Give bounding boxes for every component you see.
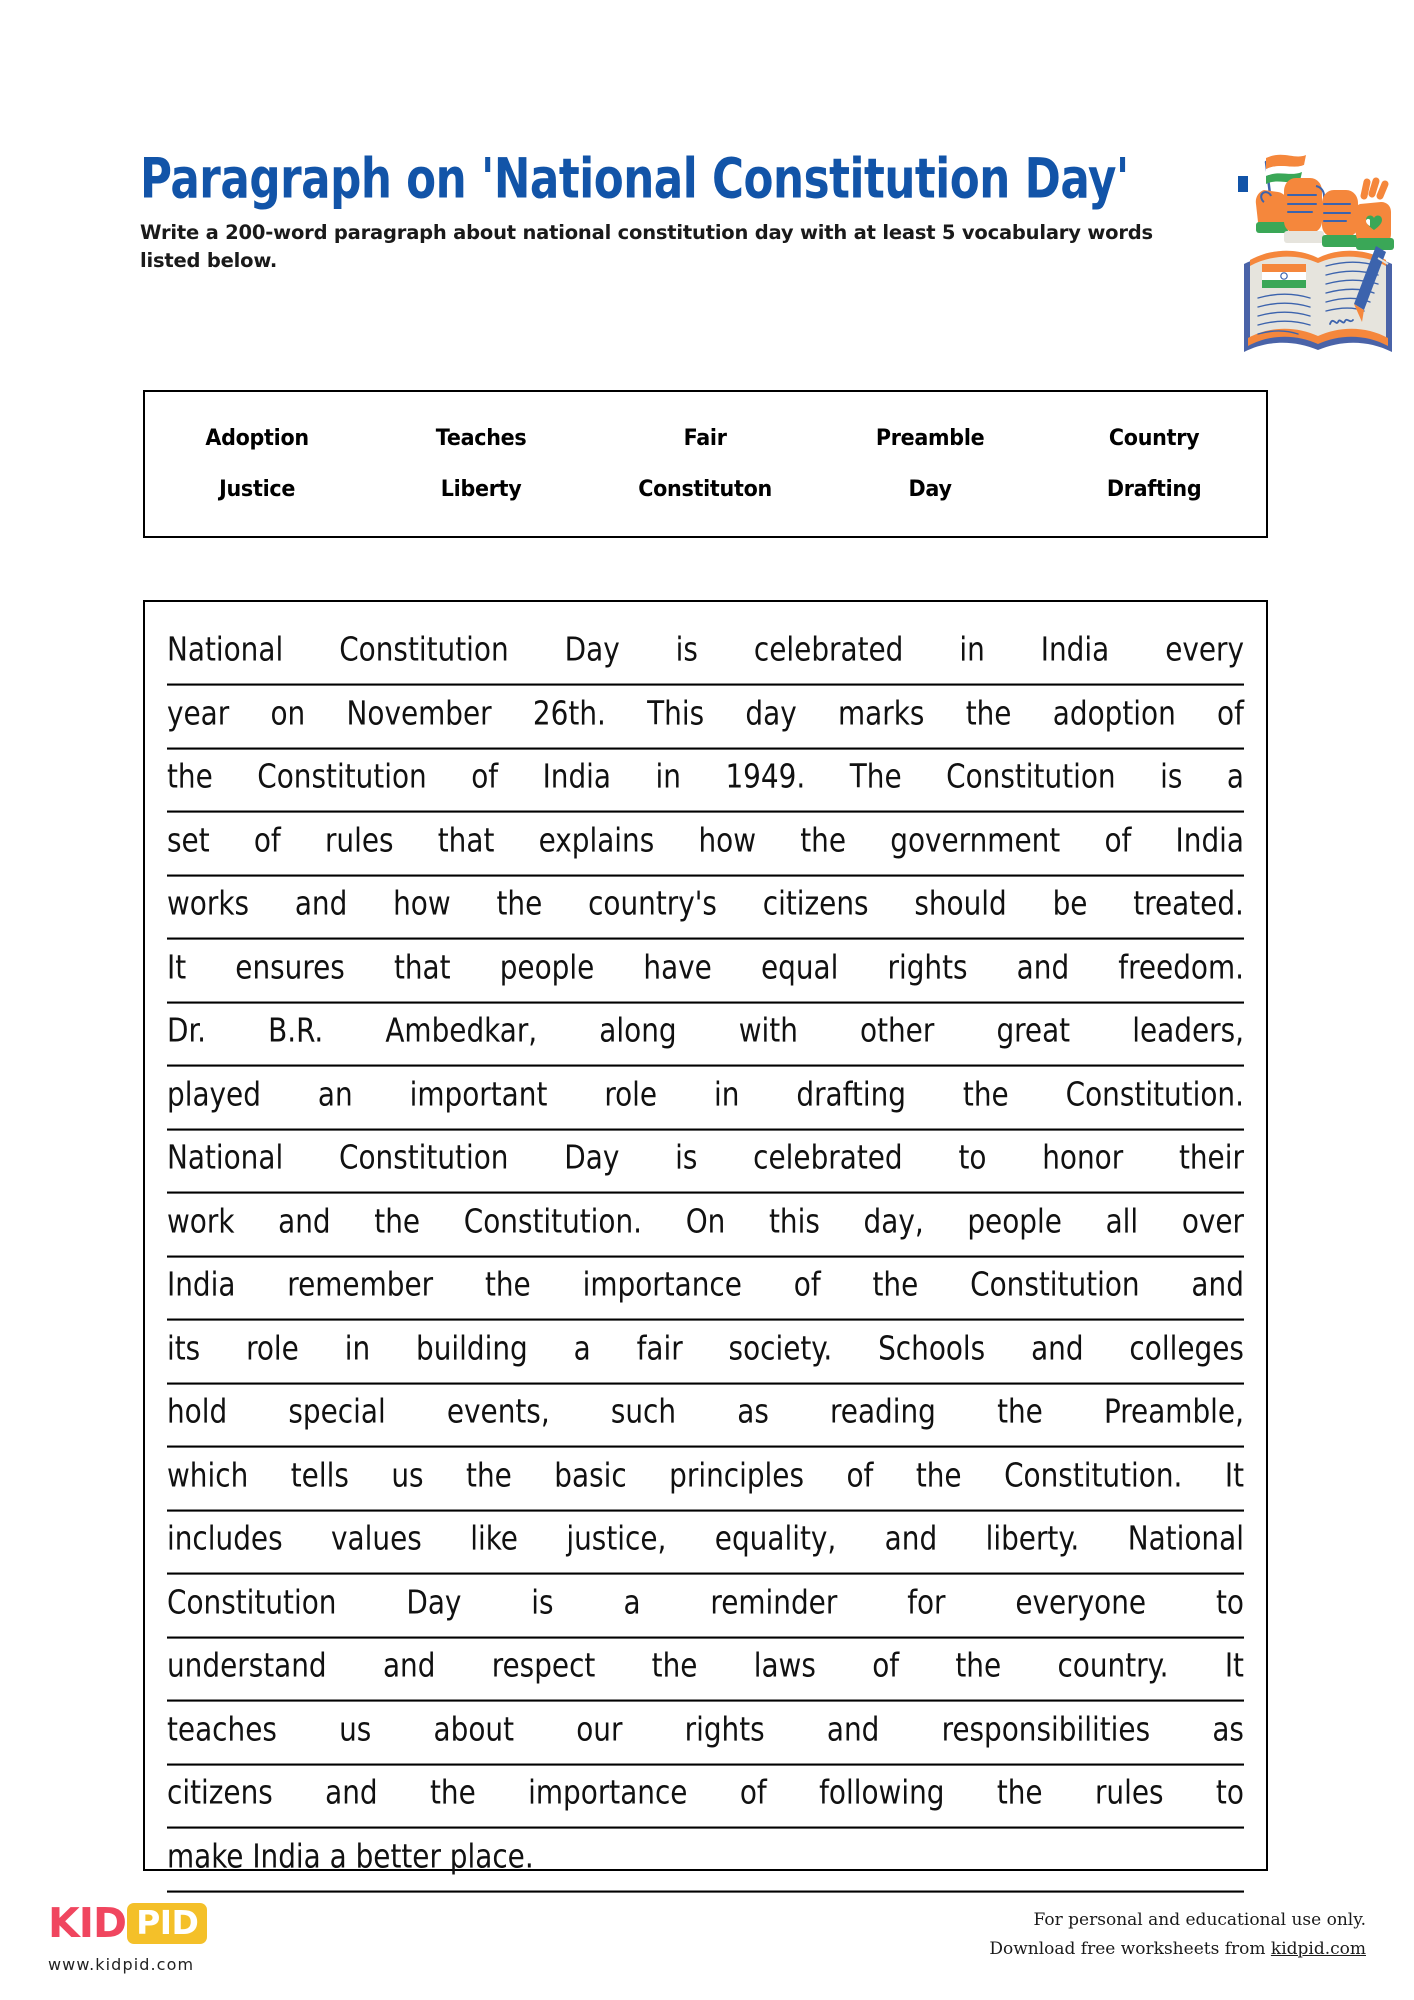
answer-word: about (433, 1710, 514, 1749)
answer-word: principles (669, 1456, 804, 1495)
answer-word: the (965, 694, 1012, 733)
answer-word: and (382, 1647, 436, 1685)
vocabulary-word: Day (908, 477, 952, 502)
answer-word: responsibilities (941, 1710, 1151, 1749)
answer-word: is (531, 1583, 554, 1622)
answer-word: played (167, 1075, 261, 1114)
footer-notice-line-2 (989, 1935, 1366, 1964)
footer-usage-notice (989, 1906, 1366, 1964)
answer-word: make India a better place. (167, 1837, 534, 1876)
footer-notice-line-1: For personal and educational use only. (1033, 1910, 1366, 1930)
answer-word: set (167, 821, 210, 860)
vocabulary-word: Country (1108, 426, 1200, 451)
answer-word: should (914, 885, 1007, 923)
answer-word: Constitution (167, 1583, 337, 1622)
answer-word: work (167, 1202, 235, 1241)
answer-word: equal (760, 948, 839, 987)
answer-word: B.R. (268, 1012, 324, 1050)
answer-word: a (1226, 758, 1244, 796)
answer-word: in (959, 631, 985, 669)
answer-line (167, 1253, 1244, 1320)
answer-word: of (253, 821, 281, 860)
answer-word: Dr. (167, 1012, 206, 1050)
answer-word: an (317, 1075, 353, 1114)
answer-word: Day (564, 1139, 620, 1177)
answer-word: the (955, 1647, 1002, 1685)
answer-word: treated. (1133, 885, 1244, 923)
answer-line (167, 1317, 1244, 1384)
answer-word: all (1105, 1202, 1139, 1241)
answer-word: our (576, 1710, 623, 1749)
answer-word: 26th. (532, 694, 606, 733)
answer-word: the (651, 1647, 698, 1685)
answer-word: This (647, 694, 705, 733)
answer-line (167, 1571, 1244, 1638)
answer-word: every (1165, 631, 1244, 669)
answer-word: on (270, 694, 306, 733)
answer-word: to (958, 1139, 987, 1177)
footer-notice-prefix: Download free worksheets from (989, 1939, 1271, 1960)
logo-kid-text: KID (48, 1898, 127, 1947)
answer-line (167, 936, 1244, 1003)
answer-word: freedom. (1118, 948, 1244, 987)
answer-word: basic (554, 1456, 627, 1495)
answer-word: government (890, 821, 1061, 860)
answer-word: as (737, 1393, 769, 1431)
answer-word: role (246, 1329, 299, 1368)
answer-word: rules (1094, 1774, 1164, 1812)
answer-word: respect (491, 1647, 596, 1685)
answer-word: building (416, 1329, 528, 1368)
logo-pid-badge: PID (127, 1903, 207, 1944)
answer-word: hold (167, 1393, 228, 1431)
answer-word: Schools (878, 1329, 986, 1368)
answer-word: with (738, 1012, 798, 1050)
answer-word: works (167, 885, 250, 923)
answer-word: how (393, 885, 451, 923)
answer-word: India (167, 1266, 236, 1304)
answer-word: as (1212, 1710, 1244, 1749)
answer-line (167, 682, 1244, 749)
book-with-raised-fists-and-indian-flag-icon (1238, 138, 1398, 360)
answer-word: of (872, 1647, 900, 1685)
answer-word: the (466, 1456, 512, 1495)
vocabulary-word: Preamble (875, 426, 984, 451)
answer-word: The (849, 758, 902, 796)
answer-word: On (685, 1202, 726, 1241)
answer-word: for (907, 1583, 946, 1622)
answer-word: rights (887, 948, 968, 987)
answer-word: the (167, 758, 213, 796)
answer-word: is (1160, 758, 1183, 796)
answer-word: and (278, 1202, 331, 1241)
answer-line (167, 745, 1244, 812)
answer-text-lines (167, 620, 1244, 1890)
answer-word: It (167, 948, 187, 987)
answer-word: country. (1057, 1647, 1169, 1685)
answer-word: equality, (714, 1520, 837, 1558)
answer-word: Constitution. (463, 1202, 643, 1241)
answer-word: the (429, 1774, 476, 1812)
logo-mark (48, 1898, 268, 1948)
answer-word: Constitution (257, 758, 427, 796)
answer-word: of (471, 758, 499, 796)
answer-word: fair (636, 1329, 683, 1368)
answer-word: liberty. (985, 1520, 1080, 1558)
answer-word: its (167, 1329, 201, 1368)
answer-line (167, 1063, 1244, 1130)
answer-word: society. (728, 1329, 833, 1368)
answer-word: rules (324, 821, 394, 860)
answer-word: colleges (1129, 1329, 1244, 1368)
answer-word: that (393, 948, 451, 987)
answer-word: celebrated (753, 1139, 903, 1177)
answer-word: a (623, 1583, 641, 1622)
worksheet-instructions: Write a 200-word paragraph about national constitution day with at least 5 vocabulary words listed below. (140, 221, 1153, 272)
vocabulary-word-bank (143, 390, 1268, 538)
vocabulary-row (145, 477, 1266, 502)
answer-word: us (391, 1456, 424, 1495)
answer-word: Ambedkar, (385, 1012, 538, 1050)
answer-word: how (698, 821, 757, 860)
answer-word: such (610, 1393, 677, 1431)
answer-word: year (167, 694, 230, 733)
answer-word: of (793, 1266, 821, 1304)
answer-word: a (573, 1329, 591, 1368)
vocabulary-word: Liberty (440, 477, 522, 502)
kidpid-website-link[interactable]: kidpid.com (1270, 1939, 1366, 1960)
answer-word: 1949. (725, 758, 806, 796)
answer-word: and (1016, 948, 1070, 987)
answer-word: laws (753, 1647, 816, 1685)
answer-word: the (915, 1456, 962, 1495)
answer-word: is (675, 1139, 698, 1177)
answer-word: honor (1042, 1139, 1124, 1177)
answer-word: the (484, 1266, 531, 1304)
answer-word: following (819, 1774, 945, 1812)
vocabulary-word: Teaches (435, 426, 527, 451)
answer-line (167, 999, 1244, 1066)
answer-line (167, 1380, 1244, 1447)
answer-word: this (768, 1202, 820, 1241)
answer-word: rights (684, 1710, 765, 1749)
answer-line (167, 1507, 1244, 1574)
answer-word: have (643, 948, 712, 987)
answer-word: tells (290, 1456, 349, 1495)
answer-word: of (1104, 821, 1132, 860)
answer-line (167, 1126, 1244, 1193)
answer-word: that (437, 821, 495, 860)
answer-word: ensures (235, 948, 345, 987)
answer-word: importance (528, 1774, 688, 1812)
answer-word: the (997, 1393, 1043, 1431)
answer-word: reminder (710, 1583, 838, 1622)
answer-word: the (800, 821, 847, 860)
answer-word: and (325, 1774, 378, 1812)
answer-word: people (967, 1202, 1062, 1241)
answer-word: and (1031, 1329, 1084, 1368)
vocabulary-word: Adoption (205, 426, 309, 451)
answer-word: like (470, 1520, 518, 1558)
answer-word: includes (167, 1520, 283, 1558)
answer-word: importance (582, 1266, 742, 1304)
answer-paragraph-box[interactable] (143, 600, 1268, 1876)
answer-word: of (739, 1774, 767, 1812)
answer-word: adoption (1052, 694, 1176, 733)
answer-word: November (346, 694, 492, 733)
answer-word: Constitution (946, 758, 1116, 796)
answer-word: day (745, 694, 797, 733)
answer-line (167, 809, 1244, 876)
answer-word: us (339, 1710, 372, 1749)
answer-word: Day (406, 1583, 462, 1622)
answer-word: which (167, 1456, 249, 1495)
answer-word: everyone (1015, 1583, 1147, 1622)
answer-word: India (1040, 631, 1110, 669)
answer-word: India (1175, 821, 1244, 860)
answer-word: in (714, 1075, 740, 1114)
answer-word: and (826, 1710, 880, 1749)
answer-word: and (884, 1520, 938, 1558)
answer-word: citizens (167, 1774, 273, 1812)
answer-word: their (1178, 1139, 1244, 1177)
answer-word: Day (564, 631, 620, 669)
answer-word: special (288, 1393, 386, 1431)
page-title: Paragraph on 'National Constitution Day' (140, 146, 1129, 211)
answer-word: the (496, 885, 543, 923)
answer-word: remember (287, 1266, 434, 1304)
answer-word: of (1217, 694, 1244, 733)
answer-word: explains (538, 821, 655, 860)
answer-word: the (872, 1266, 919, 1304)
answer-line (167, 1698, 1244, 1765)
answer-line (167, 1825, 1244, 1892)
answer-word: to (1215, 1583, 1244, 1622)
answer-line (167, 1761, 1244, 1828)
answer-word: National (167, 1139, 284, 1177)
logo-website-url: www.kidpid.com (48, 1955, 195, 1974)
vocabulary-word: Drafting (1106, 477, 1202, 502)
answer-word: reading (830, 1393, 936, 1431)
answer-word: in (344, 1329, 371, 1368)
answer-word: great (996, 1012, 1071, 1050)
answer-line (167, 1444, 1244, 1511)
kidpid-logo[interactable] (48, 1898, 268, 1974)
answer-line (167, 1634, 1244, 1701)
answer-word: values (331, 1520, 422, 1558)
answer-word: understand (167, 1647, 327, 1685)
answer-word: over (1181, 1202, 1244, 1241)
answer-line (167, 1190, 1244, 1257)
worksheet-header (140, 146, 1250, 275)
answer-word: day, (863, 1202, 924, 1241)
answer-word: justice, (566, 1520, 667, 1558)
vocabulary-word: Fair (683, 426, 728, 451)
vocabulary-word: Justice (219, 477, 296, 502)
answer-word: of (846, 1456, 874, 1495)
answer-word: drafting (796, 1075, 906, 1114)
vocabulary-word: Constituton (638, 477, 773, 502)
answer-word: Constitution (970, 1266, 1140, 1304)
answer-word: important (409, 1075, 548, 1114)
answer-word: is (675, 631, 698, 669)
answer-word: in (655, 758, 681, 796)
answer-word: and (1191, 1266, 1244, 1304)
answer-word: marks (838, 694, 925, 733)
answer-word: the (962, 1075, 1009, 1114)
answer-word: celebrated (753, 631, 904, 669)
answer-word: National (167, 631, 284, 669)
answer-word: Constitution. (1065, 1075, 1244, 1114)
answer-line (167, 872, 1244, 939)
answer-word: Constitution (339, 1139, 509, 1177)
answer-word: It (1224, 1647, 1244, 1685)
answer-word: the (374, 1202, 421, 1241)
answer-word: leaders, (1132, 1012, 1244, 1050)
answer-word: role (604, 1075, 658, 1114)
answer-word: country's (588, 885, 717, 923)
answer-word: the (996, 1774, 1043, 1812)
answer-word: teaches (167, 1710, 277, 1749)
answer-word: to (1215, 1774, 1244, 1812)
answer-word: people (499, 948, 595, 987)
answer-word: and (294, 885, 348, 923)
answer-word: events, (446, 1393, 550, 1431)
answer-word: Preamble, (1104, 1393, 1244, 1431)
answer-word: It (1224, 1456, 1244, 1495)
answer-line (167, 618, 1244, 685)
answer-word: along (599, 1012, 677, 1050)
answer-word: Constitution (339, 631, 509, 669)
answer-word: other (860, 1012, 935, 1050)
answer-word: National (1127, 1520, 1244, 1558)
answer-word: citizens (762, 885, 869, 923)
answer-word: be (1052, 885, 1088, 923)
answer-word: India (542, 758, 612, 796)
answer-word: Constitution. (1004, 1456, 1183, 1495)
vocabulary-row (145, 426, 1266, 451)
